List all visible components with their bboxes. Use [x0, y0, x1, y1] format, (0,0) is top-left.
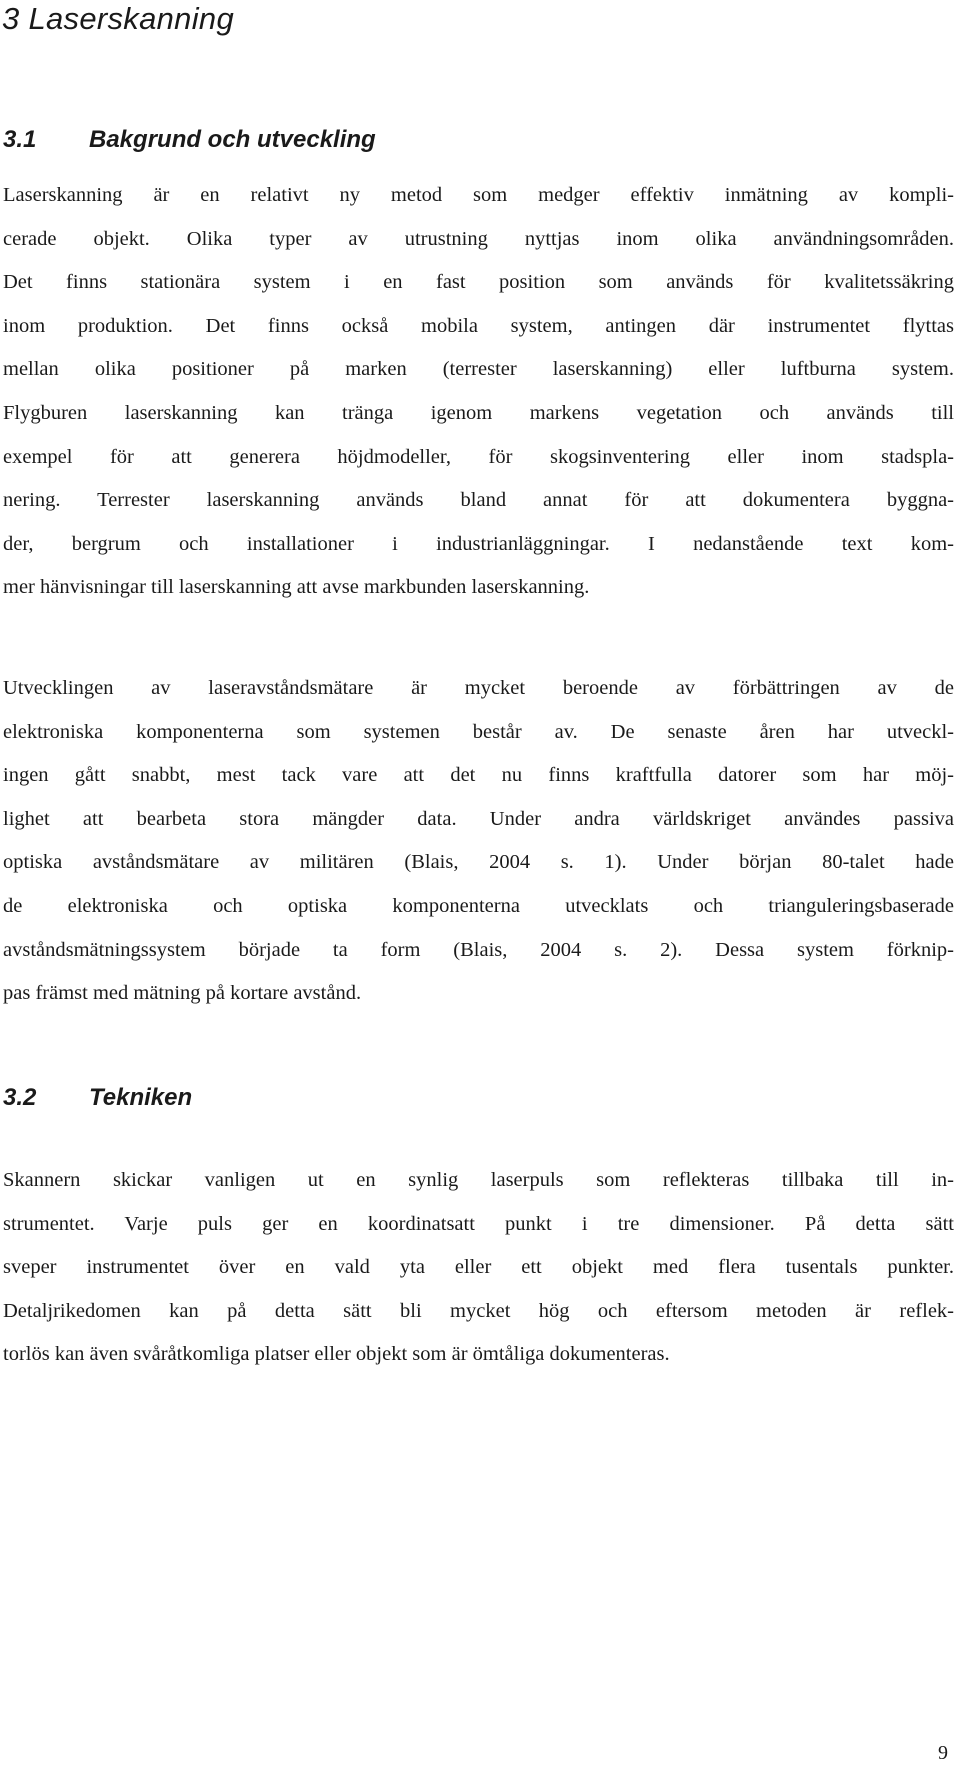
text-line: strumentet. Varje puls ger en koordinatsatt punkt i tre dimensioner. På detta sätt — [3, 1212, 954, 1235]
text-line: de elektroniska och optiska komponenterna utvecklats och trianguleringsbaserade — [3, 894, 954, 917]
paragraph-technique — [3, 1159, 954, 1377]
section-title: Tekniken — [89, 1084, 193, 1111]
text-line: inom produktion. Det finns också mobila system, antingen där instrumentet flyttas — [3, 314, 954, 337]
page-number: 9 — [938, 1742, 948, 1764]
section-heading-3-1 — [3, 125, 376, 155]
paragraph-background-1 — [3, 174, 954, 610]
section-number: 3.1 — [3, 126, 37, 153]
text-line: lighet att bearbeta stora mängder data. Under andra världskriget användes passiva — [3, 807, 954, 830]
text-line: Det finns stationära system i en fast position som används för kvalitetssäkring — [3, 271, 954, 294]
text-line: Utvecklingen av laseravståndsmätare är mycket beroende av förbättringen av de — [3, 677, 954, 699]
text-line: exempel för att generera höjdmodeller, för skogsinventering eller inom stadspla- — [3, 445, 954, 468]
section-title: Bakgrund och utveckling — [89, 126, 376, 153]
text-line: ingen gått snabbt, mest tack vare att det nu finns kraftfulla datorer som har möj- — [3, 764, 954, 787]
paragraph-background-2 — [3, 667, 954, 1016]
text-line: Laserskanning är en relativt ny metod som medger effektiv inmätning av kompli- — [3, 184, 954, 206]
text-line: der, bergrum och installationer i industrianläggningar. I nedanstående text kom- — [3, 532, 954, 555]
text-line: optiska avståndsmätare av militären (Blais, 2004 s. 1). Under början 80-talet hade — [3, 851, 954, 874]
text-line: avståndsmätningssystem började ta form (Blais, 2004 s. 2). Dessa system förknip- — [3, 938, 954, 961]
chapter-title: 3 Laserskanning — [2, 1, 234, 36]
text-line: mer hänvisningar till laserskanning att avse markbunden laserskanning. — [3, 576, 590, 599]
text-line: nering. Terrester laserskanning används bland annat för att dokumentera byggna- — [3, 489, 954, 512]
text-line: sveper instrumentet över en vald yta eller ett objekt med flera tusentals punkter. — [3, 1256, 954, 1279]
section-number: 3.2 — [3, 1084, 37, 1111]
text-line: torlös kan även svåråtkomliga platser eller objekt som är ömtåliga dokumenteras. — [3, 1343, 670, 1366]
text-line: cerade objekt. Olika typer av utrustning nyttjas inom olika användningsområden. — [3, 227, 954, 250]
text-line: elektroniska komponenterna som systemen består av. De senaste åren har utveckl- — [3, 720, 954, 743]
text-line: pas främst med mätning på kortare avstånd. — [3, 982, 362, 1005]
text-line: Detaljrikedomen kan på detta sätt bli mycket hög och eftersom metoden är reflek- — [3, 1299, 954, 1322]
text-line: mellan olika positioner på marken (terrester laserskanning) eller luftburna system. — [3, 358, 954, 381]
text-line: Skannern skickar vanligen ut en synlig laserpuls som reflekteras tillbaka till in- — [3, 1169, 954, 1191]
section-heading-3-2 — [3, 1083, 192, 1113]
text-line: Flygburen laserskanning kan tränga igenom markens vegetation och används till — [3, 401, 954, 424]
